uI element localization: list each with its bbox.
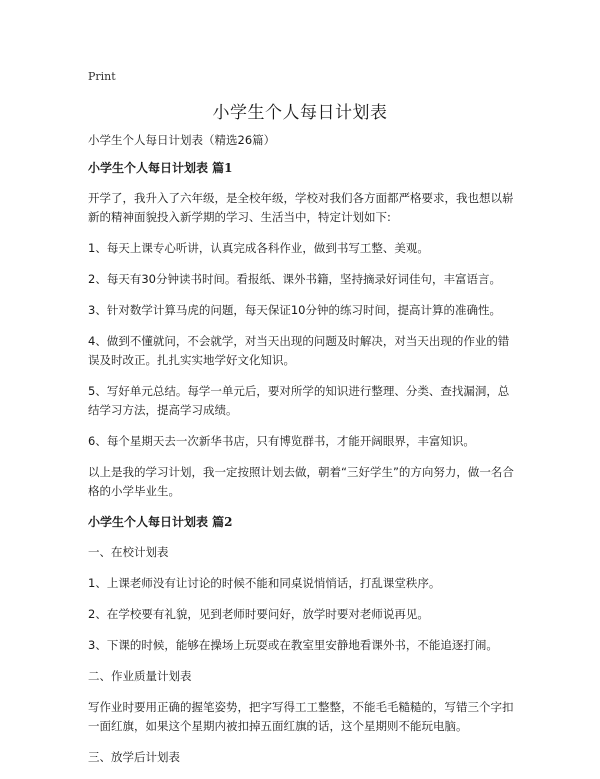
paragraph: 2、每天有30分钟读书时间。看报纸、课外书籍，坚持摘录好词佳句，丰富语言。 (88, 272, 501, 286)
paragraph: 以上是我的学习计划，我一定按照计划去做，朝着“三好学生”的方向努力，做一名合格的小学毕业生。 (88, 465, 514, 498)
paragraph: 4、做到不懂就问，不会就学，对当天出现的问题及时解决，对当天出现的作业的错误及时改正。扎扎实实地学好文化知识。 (88, 334, 510, 367)
paragraph: 3、针对数学计算马虎的问题，每天保证10分钟的练习时间，提高计算的准确性。 (88, 303, 501, 317)
paragraph: 6、每个星期天去一次新华书店，只有博览群书，才能开阔眼界，丰富知识。 (88, 434, 475, 448)
section-heading-2: 小学生个人每日计划表 篇2 (88, 515, 233, 529)
print-label: Print (88, 70, 116, 83)
paragraph: 一、在校计划表 (88, 545, 169, 559)
paragraph: 3、下课的时候，能够在操场上玩耍或在教室里安静地看课外书，不能追逐打闹。 (88, 638, 498, 652)
paragraph: 开学了，我升入了六年级，是全校年级，学校对我们各方面都严格要求，我也想以崭新的精神面貌投入新学期的学习、生活当中，特定计划如下: (88, 191, 514, 224)
paragraph: 1、上课老师没有让讨论的时候不能和同桌说悄悄话，打乱课堂秩序。 (88, 576, 441, 590)
paragraph: 写作业时要用正确的握笔姿势，把字写得工工整整，不能毛毛糙糙的，写错三个字扣一面红旗，如果这个星期内被扣掉五面红旗的话，这个星期则不能玩电脑。 (88, 700, 514, 733)
document-body (88, 131, 520, 779)
paragraph: 2、在学校要有礼貌，见到老师时要问好，放学时要对老师说再见。 (88, 607, 429, 621)
paragraph: 三、放学后计划表 (88, 750, 180, 764)
paragraph: 5、写好单元总结。每学一单元后，要对所学的知识进行整理、分类、查找漏洞，总结学习方法，提高学习成绩。 (88, 384, 510, 417)
paragraph: 1、每天上课专心听讲，认真完成各科作业，做到书写工整、美观。 (88, 241, 429, 255)
section-heading-1: 小学生个人每日计划表 篇1 (88, 161, 233, 175)
paragraph: 二、作业质量计划表 (88, 669, 192, 683)
page-title: 小学生个人每日计划表 (212, 103, 388, 123)
document-subtitle: 小学生个人每日计划表（精选26篇） (88, 133, 276, 147)
